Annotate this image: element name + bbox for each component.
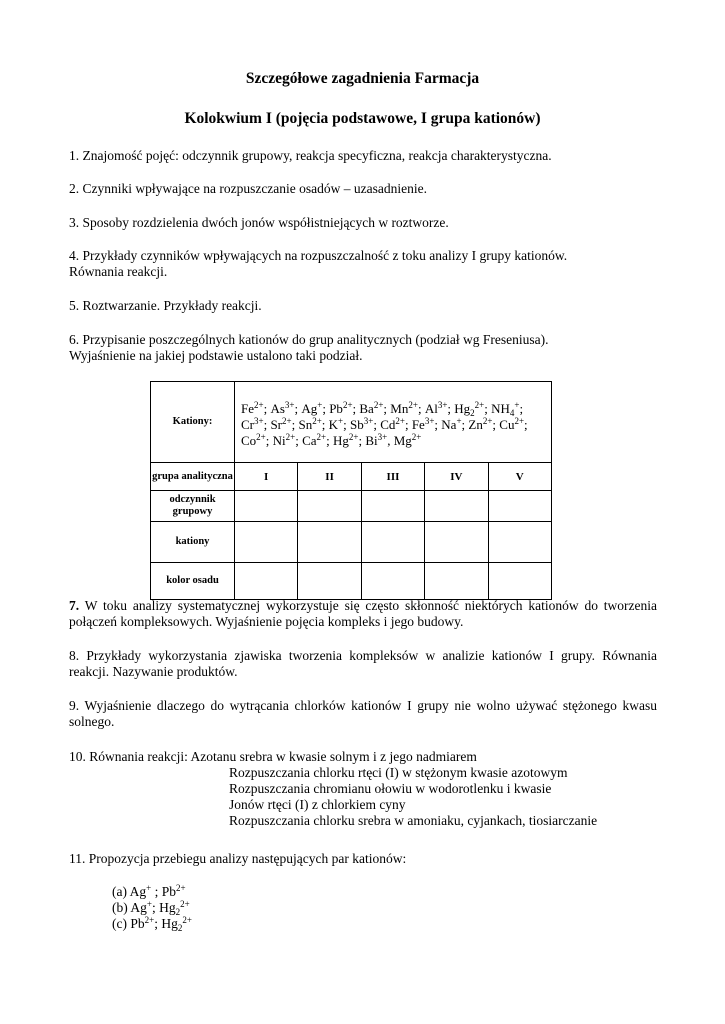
pair-a: (a) Ag+ ; $Pb^{2+}$	[112, 883, 186, 899]
cations-cell[interactable]	[298, 522, 361, 563]
question-5: 5. Roztwarzanie. Przykłady reakcji.	[69, 298, 262, 313]
cation-formula: $Ca^{2+}$ ;	[302, 433, 333, 448]
cation-formula: $Hg^{2+}$ ;	[333, 433, 365, 448]
cation-formula: $Zn^{2+}$ ;	[468, 417, 499, 432]
question-7	[69, 598, 657, 630]
cation-formula: $Mn^{2+}$ ;	[390, 401, 425, 416]
question-8: 8. Przykłady wykorzystania zjawiska tworzenia kompleksów w analizie kationów I grupy. Równania reakcji. Nazywanie produktów.	[69, 648, 657, 679]
cation-formula: $Ba^{2+}$ ;	[359, 401, 390, 416]
cation-pairs-list	[69, 884, 657, 932]
question-9: 9. Wyjaśnienie dlaczego do wytrącania chlorków kationów I grupy nie wolno używać stężonego kwasu solnego.	[69, 698, 657, 729]
cation-formula: $Mg^{2+}$	[393, 432, 422, 448]
document-title: Szczegółowe zagadnienia Farmacja	[245, 70, 480, 87]
pair-c: (c) $Pb^{2+}$; $Hg_2^{2+}$	[112, 915, 192, 933]
cation-formula: $Fe^{2+}$ ;	[241, 401, 270, 416]
color-cell[interactable]	[361, 563, 424, 600]
cation-formula: $As^{3+}$ ;	[270, 401, 301, 416]
cation-formula: $Ni^{2+}$ ;	[273, 433, 302, 448]
cation-formula: $Co^{2+}$ ;	[241, 433, 273, 448]
cation-formula: $Sn^{2+}$ ;	[298, 417, 328, 432]
group-III-header: III	[361, 463, 424, 491]
question-2: 2. Czynniki wpływające na rozpuszczanie osadów – uzasadnienie.	[69, 181, 427, 196]
row-label-reagent: odczynnik grupowy	[151, 491, 235, 522]
question-11: 11. Propozycja przebiegu analizy następujących par kationów:	[69, 851, 407, 866]
reagent-cell[interactable]	[361, 491, 424, 522]
cation-formula: $Sr^{2+}$ ;	[270, 417, 298, 432]
cation-formula: $Sb^{3+}$ ;	[350, 417, 380, 432]
cations-label: Kationy:	[151, 382, 235, 463]
question-1: 1. Znajomość pojęć: odczynnik grupowy, reakcja specyficzna, reakcja charakterystyczna.	[69, 148, 552, 163]
question-4: 4. Przykłady czynników wpływających na rozpuszczalność z toku analizy I grupy kationów. Równania reakcji.	[69, 248, 568, 279]
cation-formula: $Cr^{3+}$ ;	[241, 417, 270, 432]
reagent-cell[interactable]	[235, 491, 298, 522]
cation-formula: $Cu^{2+}$ ;	[499, 417, 527, 432]
cations-cell[interactable]	[425, 522, 488, 563]
question-7-number: 7.	[69, 598, 80, 613]
cation-formula: Ag+ ;	[301, 401, 329, 416]
cation-formula: $Hg_2^{2+}$ ;	[454, 401, 491, 416]
reagent-cell[interactable]	[298, 491, 361, 522]
color-cell[interactable]	[425, 563, 488, 600]
cation-formula: $Al^{3+}$ ;	[425, 401, 454, 416]
group-II-header: II	[298, 463, 361, 491]
cation-formula: $Pb^{2+}$ ;	[329, 401, 359, 416]
question-3: 3. Sposoby rozdzielenia dwóch jonów współistniejących w roztworze.	[69, 215, 449, 230]
cations-list	[235, 382, 552, 463]
question-10: 10. Równania reakcji: Azotanu srebra w kwasie solnym i z jego nadmiarem Rozpuszczania chlorku rtęci (I) w stężonym kwasie azotowym Rozpuszczania chromianu ołowiu w wodorotlenku i kwasie Jonów rtęci (I) z chlorkiem cyny Rozpuszczania chlorku srebra w amoniaku, cyjankach, tiosiarczanie	[69, 749, 598, 828]
row-label-group: grupa analityczna	[151, 463, 235, 491]
cations-cell[interactable]	[235, 522, 298, 563]
group-I-header: I	[235, 463, 298, 491]
cations-cell[interactable]	[488, 522, 551, 563]
cation-formula: $Cd^{2+}$ ;	[380, 417, 412, 432]
question-7-text: W toku analizy systematycznej wykorzystuje się często skłonność niektórych kationów do tworzenia połączeń kompleksowych. Wyjaśnienie pojęcia kompleks i jego budowy.	[69, 598, 657, 629]
group-IV-header: IV	[425, 463, 488, 491]
cation-formula-list	[241, 401, 528, 448]
cations-cell[interactable]	[361, 522, 424, 563]
color-cell[interactable]	[488, 563, 551, 600]
cation-group-table	[150, 381, 552, 600]
row-label-color: kolor osadu	[151, 563, 235, 600]
color-cell[interactable]	[298, 563, 361, 600]
reagent-cell[interactable]	[488, 491, 551, 522]
cation-formula: $Bi^{3+}$ ,	[365, 433, 393, 448]
pair-b: (b) Ag+; $Hg_2^{2+}$	[112, 899, 190, 917]
cation-formula: K+ ;	[329, 417, 350, 432]
reagent-cell[interactable]	[425, 491, 488, 522]
question-6: 6. Przypisanie poszczególnych kationów do grup analitycznych (podział wg Freseniusa). Wyjaśnienie na jakiej podstawie ustalono taki podział.	[69, 332, 549, 363]
group-V-header: V	[488, 463, 551, 491]
cation-formula: $NH_4^+$ ;	[491, 401, 523, 416]
color-cell[interactable]	[235, 563, 298, 600]
row-label-cations: kationy	[151, 522, 235, 563]
document-subtitle: Kolokwium I (pojęcia podstawowe, I grupa kationów)	[184, 110, 541, 127]
cation-formula: Na+ ;	[441, 417, 468, 432]
cation-formula: $Fe^{3+}$ ;	[412, 417, 441, 432]
